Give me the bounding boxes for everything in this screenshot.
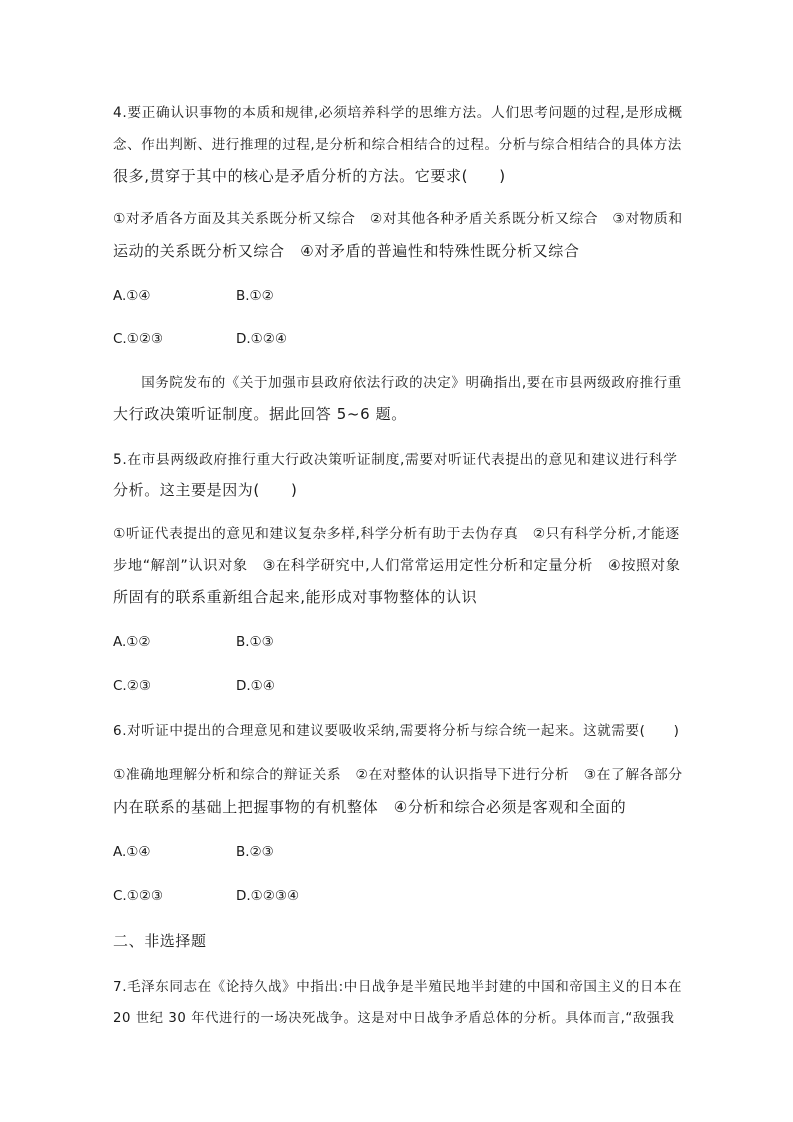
q4-option-a: A.①④: [113, 288, 151, 304]
q6-option-c: C.①②③: [113, 888, 164, 904]
q4-option-b: B.①②: [236, 288, 274, 304]
q6-statement-line-2: 内在联系的基础上把握事物的有机整体 ④分析和综合必须是客观和全面的: [113, 798, 627, 816]
q4-statement-line-2: 运动的关系既分析又综合 ④对矛盾的普遍性和特殊性既分析又综合: [113, 242, 580, 260]
q6-option-b: B.②③: [236, 844, 274, 860]
material-line-2: 大行政决策听证制度。据此回答 5~6 题。: [113, 405, 407, 423]
q7-stem-line-2: 20 世纪 30 年代进行的一场决死战争。这是对中日战争矛盾总体的分析。具体而言,“敌强我: [113, 1011, 675, 1026]
q6-statement-line-1: ①准确地理解分析和综合的辩证关系 ②在对整体的认识指导下进行分析 ③在了解各部分: [113, 767, 683, 783]
q5-option-c: C.②③: [113, 678, 151, 694]
q4-stem-line-2: 念、作出判断、进行推理的过程,是分析和综合相结合的过程。分析与综合相结合的具体方法: [113, 137, 682, 153]
q5-stem-line-1: 5.在市县两级政府推行重大行政决策听证制度,需要对听证代表提出的意见和建议进行科学: [113, 452, 678, 468]
q5-statement-line-3: 所固有的联系重新组合起来,能形成对事物整体的认识: [113, 588, 478, 606]
q4-option-c: C.①②③: [113, 331, 164, 347]
q4-option-d: D.①②④: [236, 331, 287, 347]
q5-statement-line-2: 步地“解剖”认识对象 ③在科学研究中,人们常常运用定性分析和定量分析 ④按照对象: [113, 558, 681, 574]
q5-stem-line-2: 分析。这主要是因为( ): [113, 481, 298, 499]
q6-stem-line-1: 6.对听证中提出的合理意见和建议要吸收采纳,需要将分析与综合统一起来。这就需要( ): [113, 723, 680, 739]
q5-option-a: A.①②: [113, 634, 151, 650]
q4-stem-line-3: 很多,贯穿于其中的核心是矛盾分析的方法。它要求( ): [113, 167, 506, 185]
q4-stem-line-1: 4.要正确认识事物的本质和规律,必须培养科学的思维方法。人们思考问题的过程,是形成概: [113, 105, 683, 121]
q5-option-d: D.①④: [236, 678, 275, 694]
q5-statement-line-1: ①听证代表提出的意见和建议复杂多样,科学分析有助于去伪存真 ②只有科学分析,才能逐: [113, 526, 680, 542]
q4-statement-line-1: ①对矛盾各方面及其关系既分析又综合 ②对其他各种矛盾关系既分析又综合 ③对物质和: [113, 211, 683, 227]
material-line-1: 国务院发布的《关于加强市县政府依法行政的决定》明确指出,要在市县两级政府推行重: [113, 375, 682, 391]
q5-option-b: B.①③: [236, 634, 274, 650]
q6-option-d: D.①②③④: [236, 888, 300, 904]
section-title: 二、非选择题: [113, 932, 207, 950]
q6-option-a: A.①④: [113, 844, 151, 860]
q7-stem-line-1: 7.毛泽东同志在《论持久战》中指出:中日战争是半殖民地半封建的中国和帝国主义的日本在: [113, 979, 683, 995]
